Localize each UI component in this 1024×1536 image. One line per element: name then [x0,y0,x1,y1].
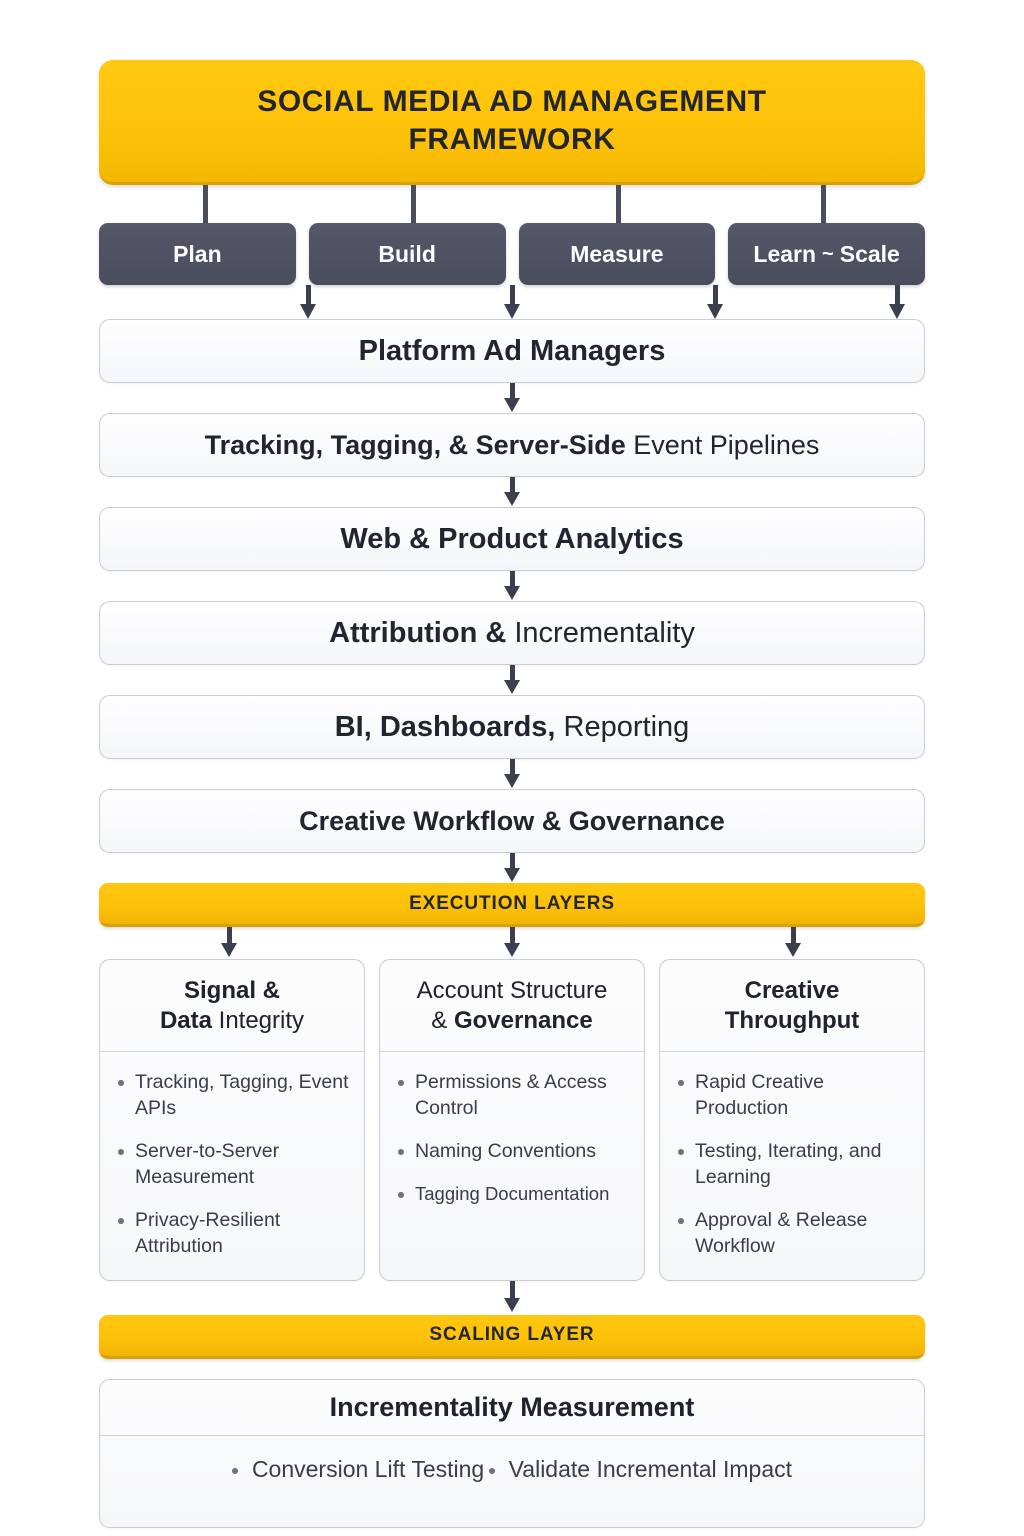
stage-scale-label: Scale [839,240,900,267]
stack-row-1-regular: Event Pipelines [625,429,820,460]
column-1-header [100,960,364,1052]
list-item-label: Approval & Release Workflow [695,1208,868,1257]
execution-columns [99,959,925,1281]
arrow-stack-1-2 [99,477,925,507]
stack-row-1-bold: Tracking, Tagging, & Server-Side [204,429,626,460]
list-item-label: Validate Incremental Impact [508,1455,793,1482]
arrow-stack-2-3 [99,571,925,601]
connector-rail-measure [616,185,621,223]
incrementality-list [232,1456,792,1501]
arrow-down-column-2 [502,927,522,959]
column-1-title-line1: Signal & [183,977,280,1005]
list-item[interactable] [672,1208,910,1260]
execution-to-columns-arrows [99,927,925,959]
stage-measure-label: Measure [570,240,664,267]
arrow-stack-3-4 [99,665,925,695]
stack-row-platform-ad-managers[interactable] [99,319,925,383]
incrementality-measurement-card[interactable] [99,1379,925,1528]
column-2-title-line2-regular: & [431,1006,454,1034]
scaling-layer-label: SCALING LAYER [429,1324,595,1346]
stages-to-stack-arrows [99,285,925,319]
column-2-body [380,1052,644,1280]
execution-layers-label: EXECUTION LAYERS [409,892,615,914]
bullet-dot-icon [489,1468,495,1474]
stage-build-label: Build [378,240,436,267]
stack-row-0-bold: Platform Ad Managers [358,334,666,367]
connector-rail-build [411,185,416,223]
column-3-header [660,960,924,1052]
column-3-body [660,1052,924,1280]
stack-row-3-bold: Attribution & [329,616,507,649]
list-item-label: Conversion Lift Testing [251,1455,485,1482]
column-signal-data-integrity[interactable] [99,959,365,1281]
framework-title-banner [99,60,925,185]
column-3-title-line1: Creative [744,977,840,1005]
stack-row-3-regular: Incrementality [506,616,695,649]
stage-learn-scale[interactable] [728,223,925,285]
list-item-label: Rapid Creative Production [695,1071,824,1119]
stack-row-5-medium: Creative Workflow & Governance [299,805,725,836]
bullet-dot-icon [232,1468,238,1474]
bullet-dot-icon [398,1149,404,1155]
list-item-label: Testing, Iterating, and Learning [695,1139,882,1188]
stack-row-4-regular: Reporting [555,710,690,743]
arrow-down-column-3 [783,927,803,959]
list-item-label: Naming Conventions [415,1139,597,1162]
connector-rail-learn-scale [821,185,826,223]
stack-row-tracking-tagging[interactable] [99,413,925,477]
column-1-title-line2-bold: Data [159,1006,212,1034]
list-item[interactable] [672,1070,910,1122]
list-item-label: Tracking, Tagging, Event APIs [135,1071,349,1119]
execution-layers-band [99,883,925,927]
list-item[interactable] [392,1139,630,1165]
bullet-dot-icon [678,1149,684,1155]
bullet-dot-icon [118,1218,124,1224]
list-item[interactable] [112,1070,350,1122]
list-item[interactable] [392,1070,630,1122]
tilde-separator-icon: ~ [822,242,834,265]
column-2-title-line1: Account Structure [416,977,608,1005]
arrow-down-plan [298,285,318,319]
arrow-stack-4-5 [99,759,925,789]
column-1-list [112,1070,350,1260]
incrementality-card-title: Incrementality Measurement [329,1391,695,1422]
column-2-title-line2-bold: Governance [453,1006,593,1034]
list-item[interactable] [112,1208,350,1260]
incrementality-card-body [100,1436,924,1527]
bullet-dot-icon [678,1218,684,1224]
bullet-dot-icon [678,1080,684,1086]
list-item-label: Server-to-Server Measurement [135,1139,280,1188]
arrow-down-learn-scale [887,285,907,319]
framework-title-line2: FRAMEWORK [408,123,616,156]
list-item[interactable] [112,1139,350,1191]
list-item[interactable] [232,1456,484,1483]
stack-row-bi-dashboards-reporting[interactable] [99,695,925,759]
stage-learn-label: Learn [753,240,817,267]
arrow-down-build [502,285,522,319]
stage-build[interactable] [309,223,506,285]
arrow-stack-5-execution [99,853,925,883]
bullet-dot-icon [118,1080,124,1086]
stage-measure[interactable] [519,223,716,285]
scaling-layer-band [99,1315,925,1359]
connector-rail-plan [203,185,208,223]
framework-title-text [257,83,767,160]
stack-row-2-bold: Web & Product Analytics [340,522,684,555]
arrow-columns-to-scaling [99,1281,925,1315]
bullet-dot-icon [118,1149,124,1155]
list-item-label: Tagging Documentation [415,1182,610,1204]
column-3-title-line2: Throughput [724,1006,860,1034]
column-3-list [672,1070,910,1260]
list-item[interactable] [672,1139,910,1191]
incrementality-card-header [100,1380,924,1436]
arrow-stack-0-1 [99,383,925,413]
title-to-stages-connectors [99,185,925,223]
column-creative-throughput[interactable] [659,959,925,1281]
list-item-label: Privacy-Resilient Attribution [135,1208,281,1257]
arrow-down-column-1 [219,927,239,959]
stack-row-4-bold: BI, Dashboards, [334,710,556,743]
column-2-list [392,1070,630,1206]
list-item-label: Permissions & Access Control [415,1071,607,1119]
stage-row [99,223,925,285]
column-2-header [380,960,644,1052]
column-1-body [100,1052,364,1280]
column-account-structure-governance[interactable] [379,959,645,1281]
stack-row-creative-workflow-governance[interactable] [99,789,925,853]
stack-row-attribution-incrementality[interactable] [99,601,925,665]
list-item[interactable] [392,1182,630,1207]
stage-plan-label: Plan [173,240,222,267]
arrow-down-measure [705,285,725,319]
column-1-title-line2-regular: Integrity [211,1006,305,1034]
stage-plan[interactable] [99,223,296,285]
stack-row-web-product-analytics[interactable] [99,507,925,571]
list-item[interactable] [489,1456,792,1483]
bullet-dot-icon [398,1080,404,1086]
bullet-dot-icon [398,1192,404,1198]
framework-title-line1: SOCIAL MEDIA AD MANAGEMENT [257,84,767,118]
